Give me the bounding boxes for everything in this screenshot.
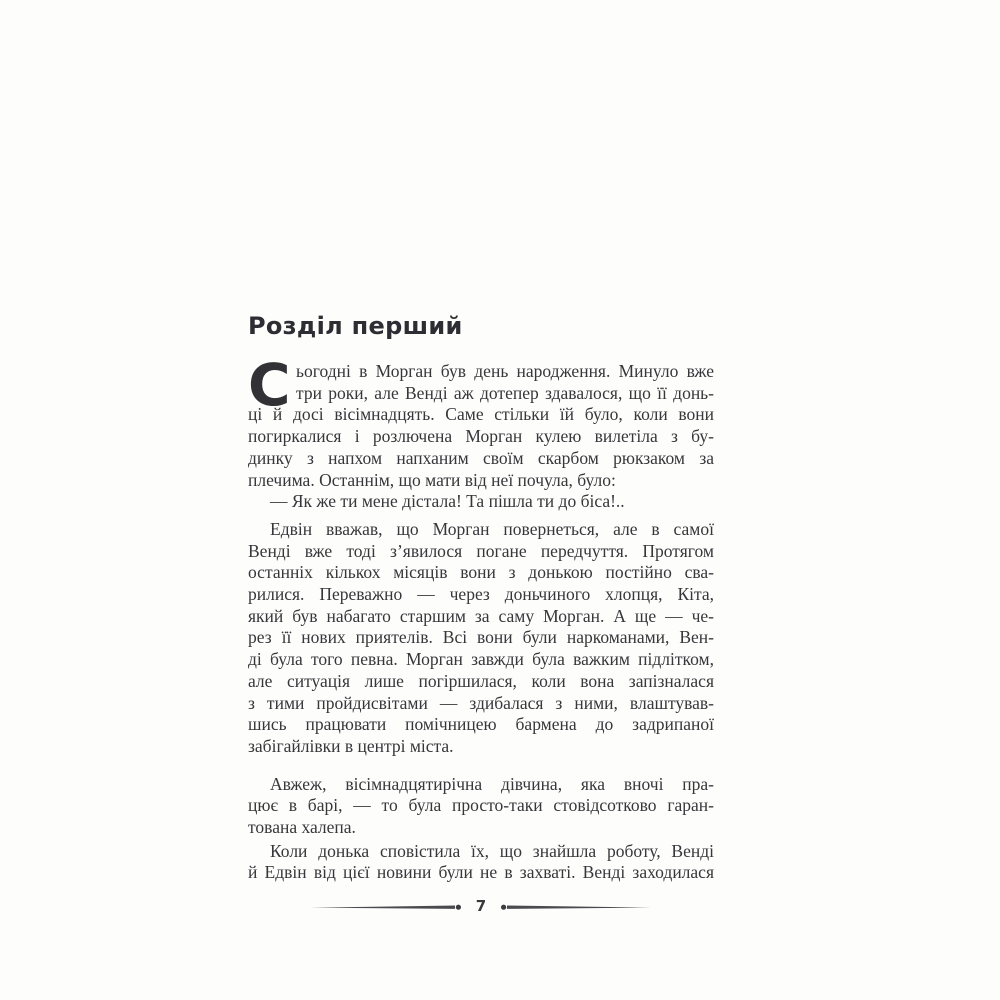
paragraph-dialogue [248, 491, 714, 513]
page-footer [248, 897, 714, 917]
text-line: плечима. Останнім, що мати від неї почула, було: [248, 469, 616, 490]
text-line: динку з напхом напханим своїм скарбом рюкзаком за [248, 447, 714, 468]
text-line: Коли донька сповістила їх, що знайшла роботу, Венді [270, 840, 714, 861]
page-number: 7 [475, 896, 487, 915]
body-text [248, 351, 714, 884]
text-line: ді була того певна. Морган завжди була важким підлітком, [248, 649, 714, 670]
text-line: ці й досі вісімнадцять. Саме стільки їй було, коли вони [248, 404, 714, 425]
text-line: останніх кількох місяців вони з донькою постійно сва- [248, 562, 714, 583]
text-line: — Як же ти мене дістала! Та пішла ти до біса!.. [270, 491, 625, 512]
text-line: який був набагато старшим за саму Морган. А ще — че- [248, 605, 714, 626]
paragraph [248, 841, 714, 884]
text-line: шись працювати помічницею бармена до задрипаної [248, 714, 714, 735]
text-line: три роки, але Венді аж дотепер здавалося, що її донь- [296, 382, 714, 403]
text-line: але ситуація лише погіршилася, коли вона запізналася [248, 670, 714, 691]
text-line: Едвін вважав, що Морган повернеться, але в самої [270, 518, 714, 539]
footer-rule-left [311, 902, 463, 912]
text-line: Авжеж, вісімнадцятирічна дівчина, яка вночі пра- [270, 773, 714, 794]
text-line: цює в барі, — то була просто-таки стовідсотково гаран- [248, 795, 714, 816]
text-line: рилися. Переважно — через доньчиного хлопця, Кіта, [248, 584, 714, 605]
text-line: з тими пройдисвітами — здибалася з ними, влаштував- [248, 692, 714, 713]
chapter-heading: Розділ перший [248, 312, 463, 340]
text-line: рез її нових приятелів. Всі вони були наркоманами, Вен- [248, 627, 714, 648]
paragraph-opening [248, 351, 714, 491]
text-line: погиркалися і розлючена Морган кулею вилетіла з бу- [248, 426, 714, 447]
drop-cap: С [248, 351, 291, 419]
footer-rule-right [499, 902, 651, 912]
text-line: забігайлівки в центрі міста. [248, 735, 454, 756]
text-line: й Едвін від цієї новини були не в захваті. Венді заходилася [248, 862, 714, 883]
paragraph [248, 519, 714, 758]
text-line: ьогодні в Морган був день народження. Минуло вже [296, 361, 714, 381]
text-line: тована халепа. [248, 817, 356, 838]
paragraph [248, 774, 714, 839]
text-line: Венді вже тоді з’явилося погане передчуття. Протягом [248, 540, 714, 561]
